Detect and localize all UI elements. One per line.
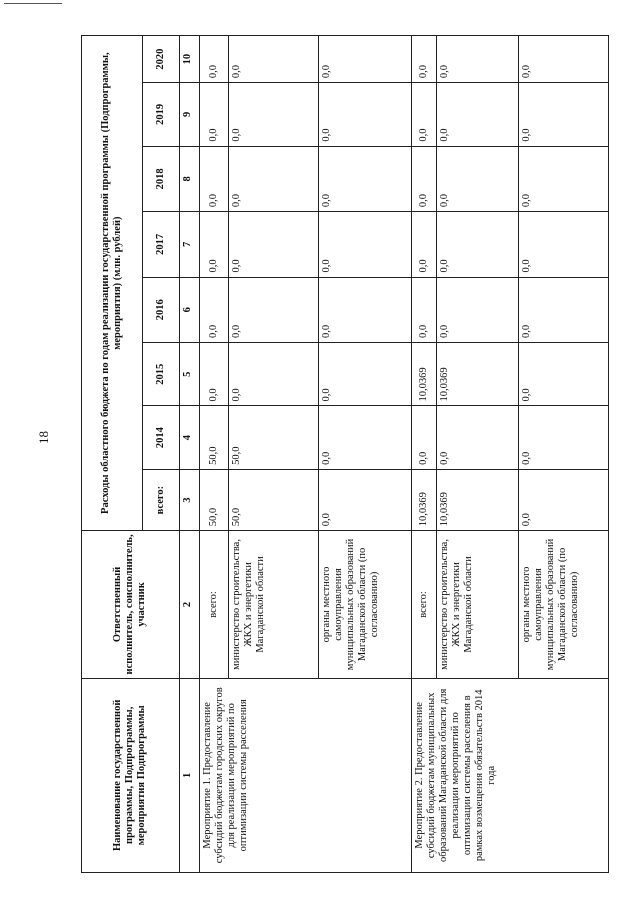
index-cell: 9: [179, 83, 199, 146]
value-cell: 0,0: [228, 212, 318, 277]
value-cell: 0,0: [518, 406, 608, 469]
header-expenses: Расходы областного бюджета по годам реализации государственной программы (Подпрограммы, мероприятия) (млн. рублей): [82, 36, 143, 531]
value-cell: 0,0: [228, 36, 318, 83]
value-cell: 0,0: [436, 277, 518, 342]
value-cell: 0,0: [518, 212, 608, 277]
value-cell: 50,0: [199, 406, 228, 469]
value-cell: 0,0: [518, 343, 608, 406]
page-number: 18: [36, 431, 51, 444]
index-cell: 5: [179, 343, 199, 406]
header-year: 2015: [142, 343, 179, 406]
header-year: всего:: [142, 469, 179, 530]
executor-cell: органы местного самоуправления муниципальных образований Магаданской области (по согласованию): [319, 531, 411, 678]
value-cell: 0,0: [228, 83, 318, 146]
value-cell: 0,0: [436, 83, 518, 146]
value-cell: 0,0: [228, 343, 318, 406]
corner-rule: [4, 3, 62, 4]
index-cell: 10: [179, 36, 199, 83]
header-year: 2014: [142, 406, 179, 469]
value-cell: 10,0369: [411, 343, 436, 406]
value-cell: 0,0: [518, 469, 608, 530]
value-cell: 0,0: [199, 212, 228, 277]
value-cell: 10,0369: [436, 469, 518, 530]
value-cell: 0,0: [518, 83, 608, 146]
index-cell: 1: [179, 678, 199, 872]
value-cell: 0,0: [319, 343, 411, 406]
index-cell: 3: [179, 469, 199, 530]
value-cell: 0,0: [319, 212, 411, 277]
value-cell: 0,0: [411, 212, 436, 277]
value-cell: 0,0: [199, 343, 228, 406]
executor-cell: министерство строительства, ЖКХ и энергетики Магаданской области: [228, 531, 318, 678]
value-cell: 0,0: [436, 212, 518, 277]
value-cell: 0,0: [518, 146, 608, 211]
executor-cell: органы местного самоуправления муниципальных образований Магаданской области (по согласованию): [518, 531, 608, 678]
index-cell: 4: [179, 406, 199, 469]
value-cell: 0,0: [411, 83, 436, 146]
value-cell: 0,0: [436, 146, 518, 211]
value-cell: 0,0: [199, 146, 228, 211]
budget-table: [81, 35, 609, 873]
value-cell: 0,0: [228, 146, 318, 211]
value-cell: 0,0: [199, 83, 228, 146]
header-year: 2017: [142, 212, 179, 277]
value-cell: 50,0: [228, 406, 318, 469]
value-cell: 0,0: [411, 406, 436, 469]
value-cell: 0,0: [518, 36, 608, 83]
measure-name: Мероприятие 1. Предоставление субсидий бюджетам городских округов для реализации мероприятий по оптимизации системы расселения: [199, 678, 411, 872]
value-cell: 0,0: [518, 277, 608, 342]
value-cell: 0,0: [319, 83, 411, 146]
measure-name: Мероприятие 2. Предоставление субсидий бюджетам муниципальных образований Магаданской области для реализации мероприятий по оптимизации системы расселения в рамках возмещения обязательств 2014 года: [411, 678, 608, 872]
executor-cell: всего:: [411, 531, 436, 678]
header-executor: Ответственный исполнитель, соисполнитель, участник: [82, 531, 180, 678]
value-cell: 0,0: [319, 36, 411, 83]
value-cell: 0,0: [436, 36, 518, 83]
rotated-table-wrapper: [81, 35, 609, 873]
header-year: 2020: [142, 36, 179, 83]
value-cell: 50,0: [228, 469, 318, 530]
index-cell: 2: [179, 531, 199, 678]
value-cell: 10,0369: [411, 469, 436, 530]
value-cell: 0,0: [199, 36, 228, 83]
header-year: 2018: [142, 146, 179, 211]
table-row: [411, 36, 436, 873]
header-row: [82, 36, 143, 873]
value-cell: 0,0: [411, 277, 436, 342]
header-name: Наименование государственной программы, Подпрограммы, мероприятия Подпрограммы: [82, 678, 180, 872]
value-cell: 10,0369: [436, 343, 518, 406]
executor-cell: всего:: [199, 531, 228, 678]
value-cell: 0,0: [436, 406, 518, 469]
value-cell: 0,0: [319, 277, 411, 342]
header-year: 2016: [142, 277, 179, 342]
value-cell: 0,0: [319, 406, 411, 469]
value-cell: 0,0: [411, 146, 436, 211]
executor-cell: министерство строительства, ЖКХ и энергетики Магаданской области: [436, 531, 518, 678]
index-cell: 6: [179, 277, 199, 342]
value-cell: 0,0: [411, 36, 436, 83]
index-row: [179, 36, 199, 873]
value-cell: 50,0: [199, 469, 228, 530]
value-cell: 0,0: [319, 469, 411, 530]
value-cell: 0,0: [199, 277, 228, 342]
value-cell: 0,0: [228, 277, 318, 342]
index-cell: 7: [179, 212, 199, 277]
table-row: [199, 36, 228, 873]
header-year: 2019: [142, 83, 179, 146]
value-cell: 0,0: [319, 146, 411, 211]
index-cell: 8: [179, 146, 199, 211]
